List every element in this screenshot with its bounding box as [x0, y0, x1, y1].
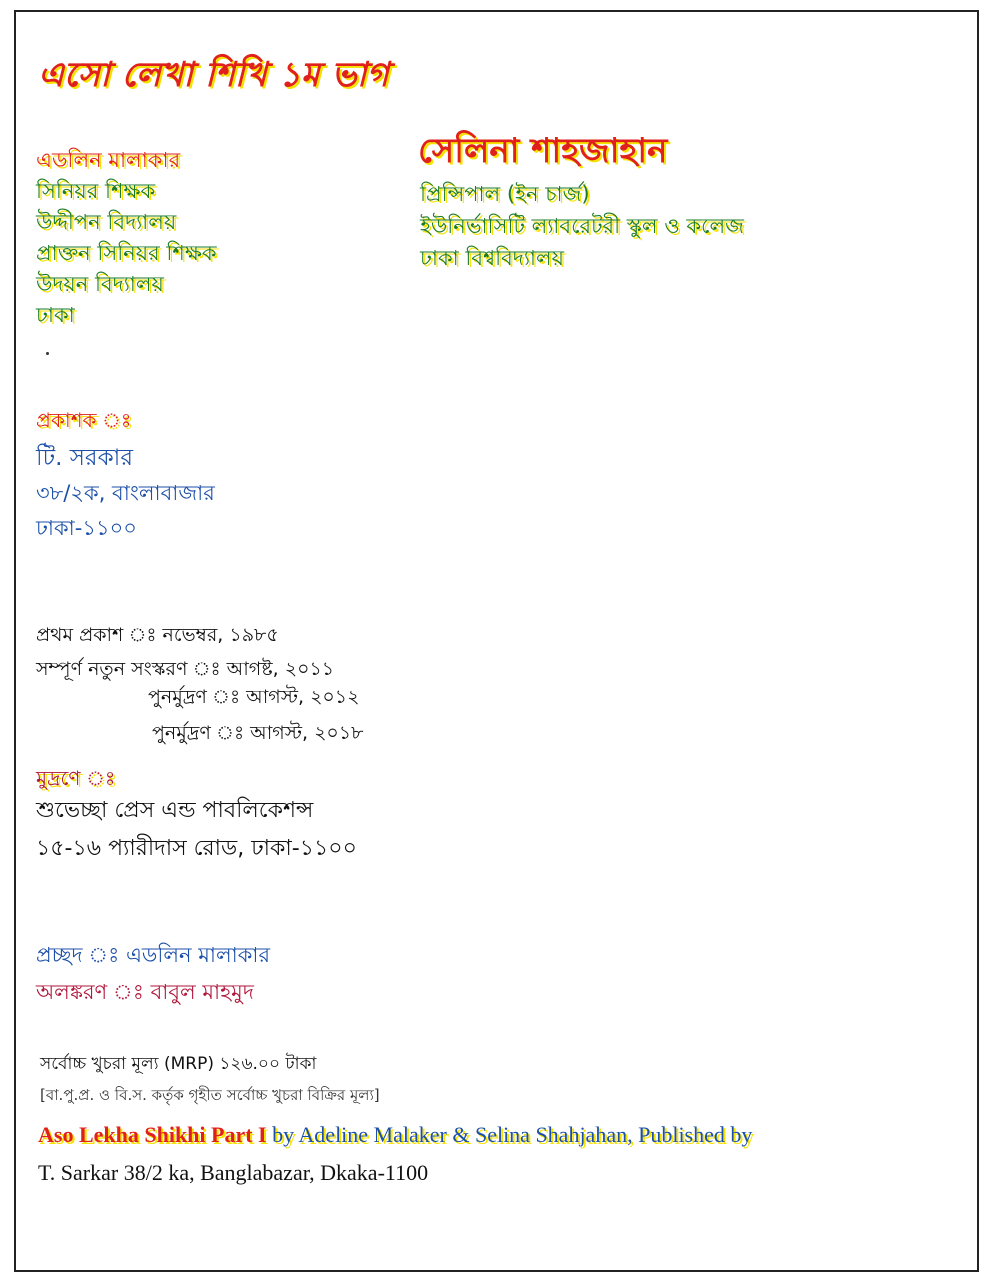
author-left-line: সিনিয়র শিক্ষক	[36, 179, 156, 203]
author-right-name: সেলিনা শাহজাহান	[418, 131, 668, 171]
edition-line: প্রথম প্রকাশ ঃ নভেম্বর, ১৯৮৫	[36, 624, 279, 646]
decoration-label: অলঙ্করণ ঃ	[36, 980, 144, 1004]
stray-dot	[46, 352, 49, 355]
publisher-address: ৩৮/২ক, বাংলাবাজার	[36, 481, 215, 505]
edition-line: সম্পূর্ণ নতুন সংস্করণ ঃ আগষ্ট, ২০১১	[36, 658, 335, 680]
cover-label: প্রচ্ছদ ঃ	[36, 943, 120, 967]
book-title: এসো লেখা শিখি ১ম ভাগ	[38, 55, 389, 95]
publisher-name: টি. সরকার	[36, 445, 133, 471]
price-line: সর্বোচ্চ খুচরা মূল্য (MRP) ১২৬.০০ টাকা	[40, 1054, 317, 1074]
english-credit-line	[38, 1124, 752, 1146]
decoration-name: বাবুল মাহমুদ	[150, 980, 254, 1004]
cover-name: এডলিন মালাকার	[125, 943, 271, 967]
price-note: [বা.পু.প্র. ও বি.স. কর্তৃক গৃহীত সর্বোচ্চ খুচরা বিক্রির মূল্য]	[40, 1086, 380, 1104]
english-credit: by Adeline Malaker & Selina Shahjahan, Published by	[272, 1122, 753, 1147]
author-left-line: উদ্দীপন বিদ্যালয়	[36, 210, 177, 234]
author-right-line: ইউনির্ভাসিটি ল্যাবরেটরী স্কুল ও কলেজ	[420, 214, 744, 238]
publisher-city: ঢাকা-১১০০	[36, 516, 137, 540]
edition-line: পুনর্মুদ্রণ ঃ আগস্ট, ২০১২	[148, 686, 360, 708]
decoration-credit	[36, 982, 254, 1003]
author-left-line: উদয়ন বিদ্যালয়	[36, 272, 164, 296]
printing-label: মুদ্রণে ঃ	[36, 766, 116, 790]
edition-line: পুনর্মুদ্রণ ঃ আগস্ট, ২০১৮	[152, 722, 364, 744]
printing-address: ১৫-১৬ প্যারীদাস রোড, ঢাকা-১১০০	[36, 836, 357, 861]
author-left-name: এডলিন মালাকার	[36, 148, 181, 172]
author-right-line: ঢাকা বিশ্ববিদ্যালয়	[420, 246, 565, 270]
author-left-line: ঢাকা	[36, 303, 75, 327]
printing-name: শুভেচ্ছা প্রেস এন্ড পাবলিকেশন্স	[36, 798, 314, 823]
publisher-label: প্রকাশক ঃ	[36, 408, 132, 432]
author-left-line: প্রাক্তন সিনিয়র শিক্ষক	[36, 241, 217, 265]
english-title: Aso Lekha Shikhi Part I	[38, 1122, 267, 1147]
author-right-line: প্রিন্সিপাল (ইন চার্জ)	[420, 182, 590, 206]
english-address: T. Sarkar 38/2 ka, Banglabazar, Dkaka-1100	[38, 1160, 429, 1185]
cover-credit	[36, 945, 270, 966]
